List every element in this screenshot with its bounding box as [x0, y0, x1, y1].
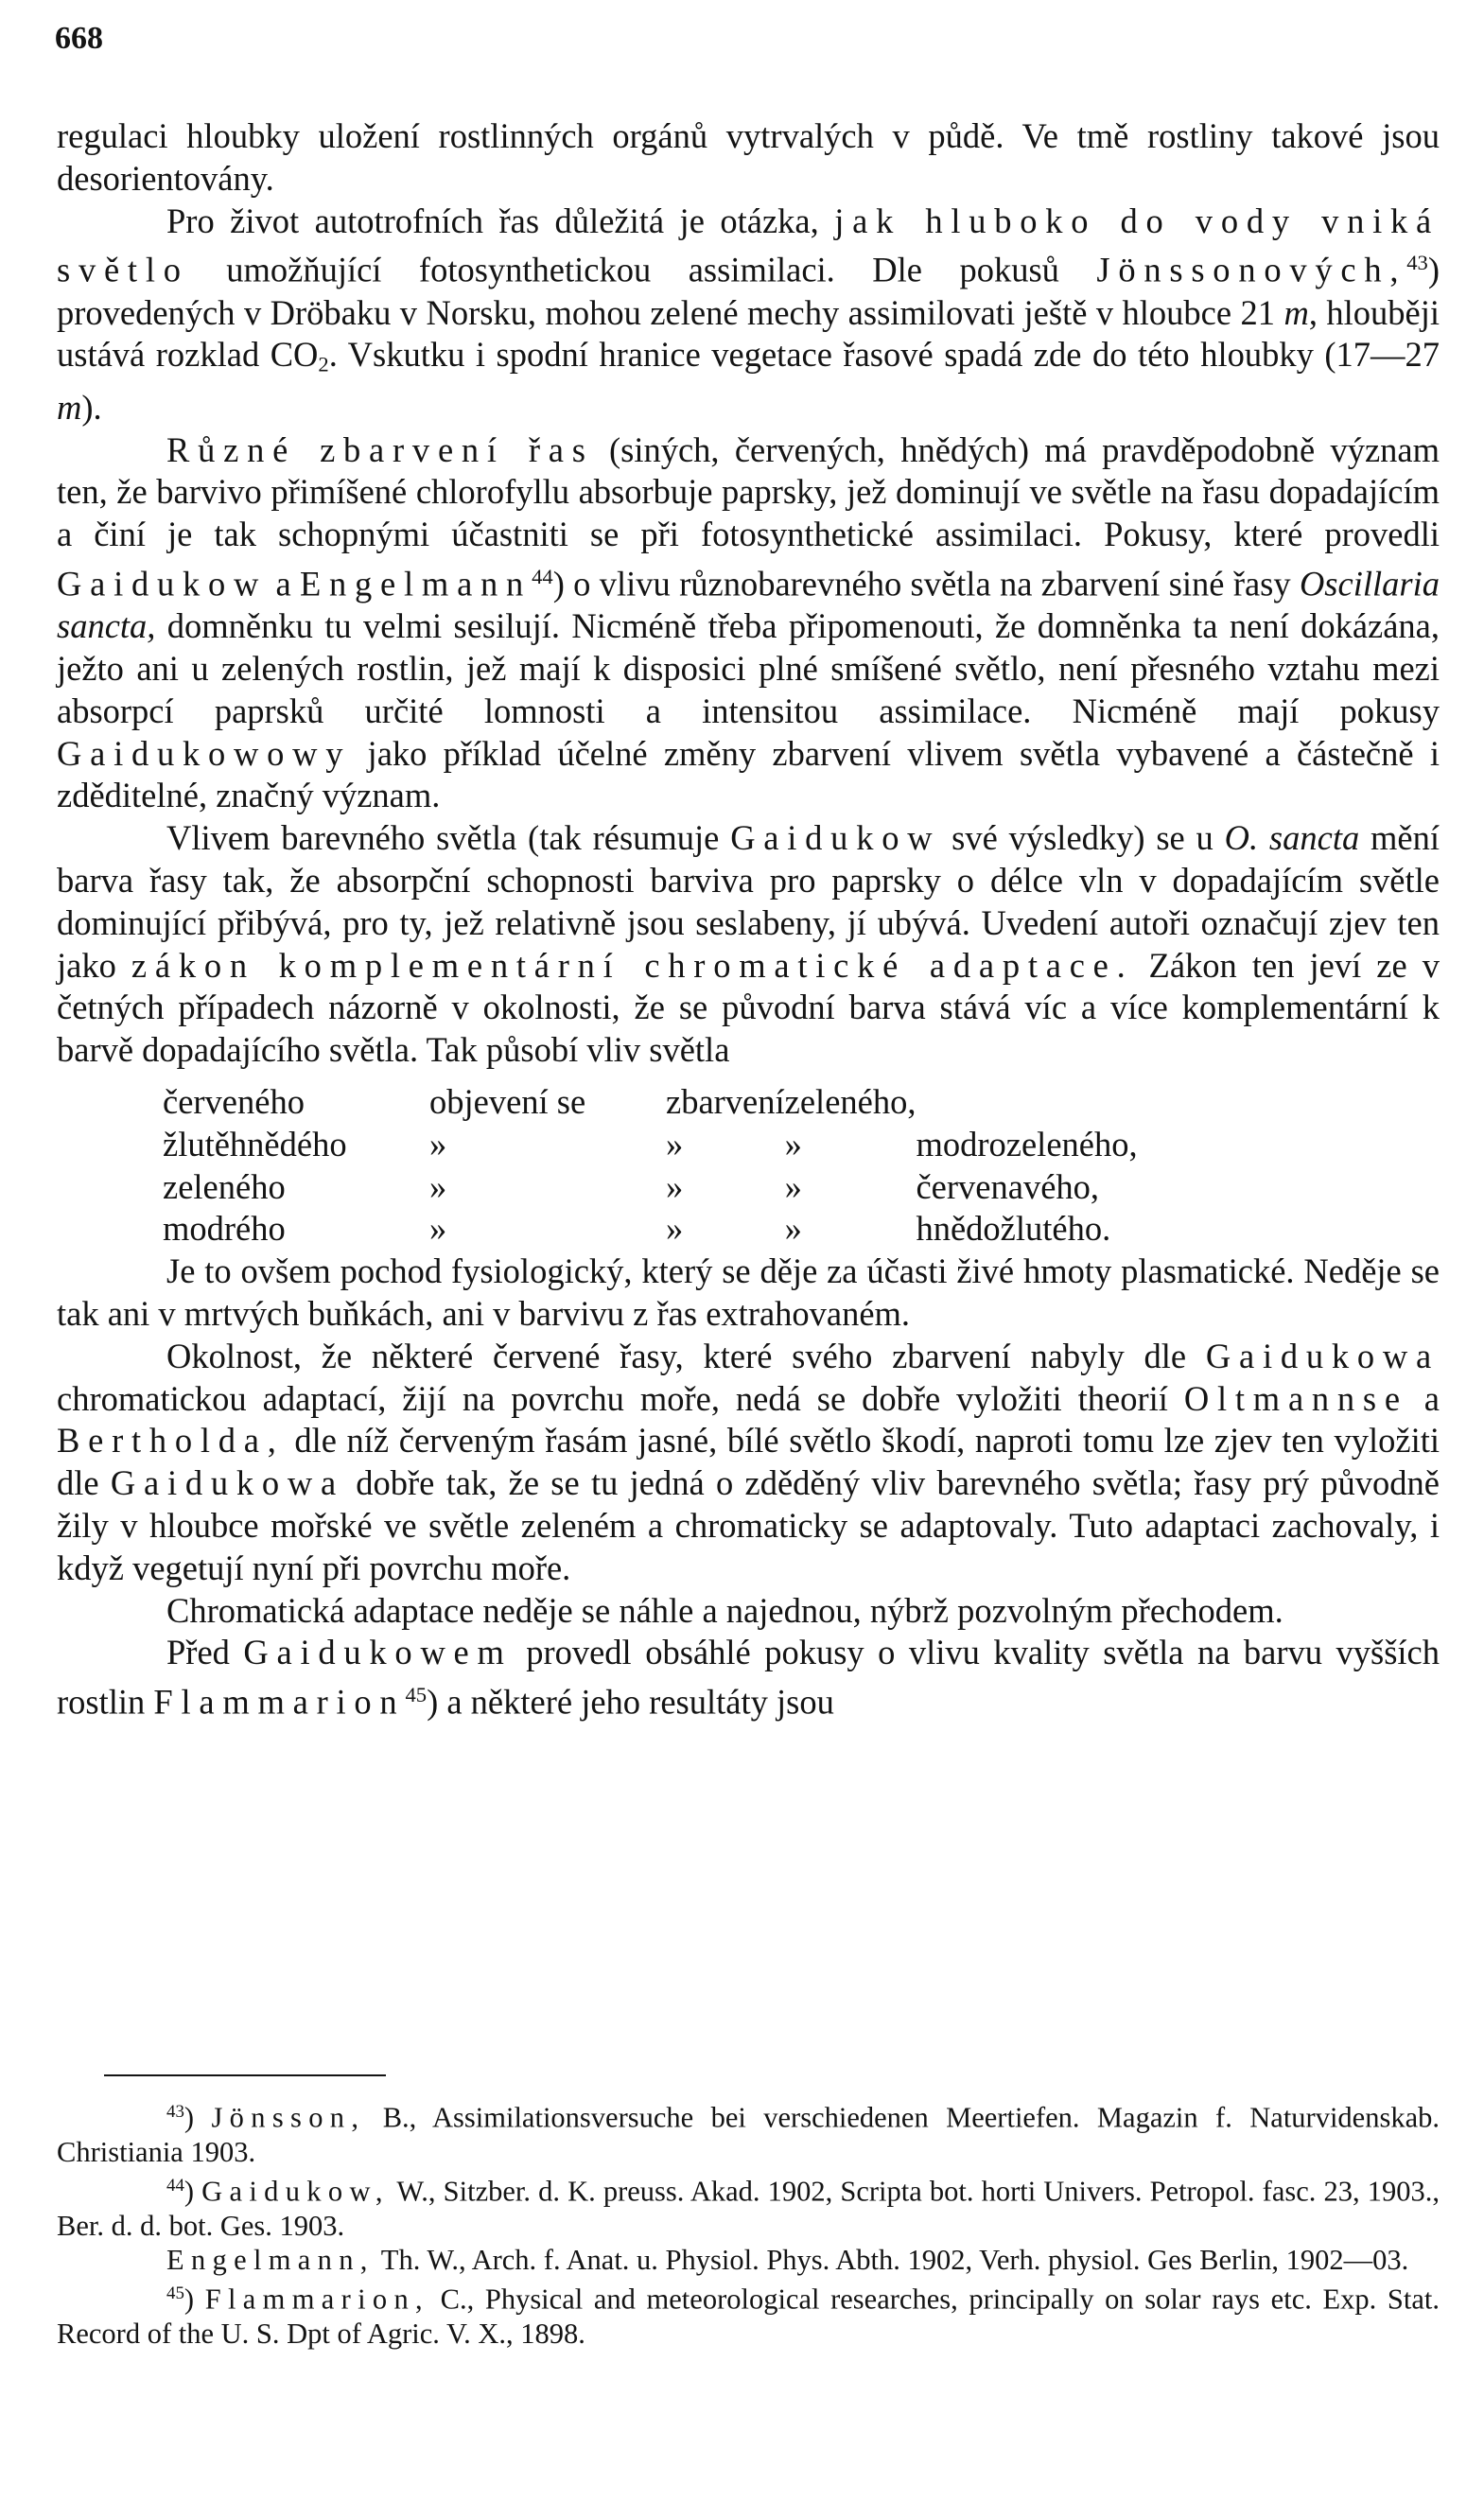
- table-cell: »: [784, 1209, 802, 1249]
- text-run: (siných, červených, hnědých) má pravděpodobně význam ten, že barvivo přimíšené chlorofyllu absorbuje paprsky, jež dominují ve světle na řasu dopadajícím a činí je tak schopnými účastniti se při fotosynthetické assimilaci. Pokusy, které provedli: [57, 429, 1440, 554]
- paragraph: [57, 1632, 1440, 1723]
- text-run: W., Sitzber. d. K. preuss. Akad. 1902, Scripta bot. horti Univers. Petropol. fasc. 23, 1903., Ber. d. d. bot. Ges. 1903.: [57, 2175, 1440, 2242]
- table-cell: »: [666, 1124, 684, 1164]
- text-run: Je to ovšem pochod fysiologický, který se děje za účasti živé hmoty plasmatické. Neděje se tak ani v mrtvých buňkách, ani v barvivu z řas extrahovaném.: [57, 1251, 1440, 1334]
- italic-term: Oscillaria sancta,: [57, 564, 1440, 646]
- italic-term: O. sancta: [1224, 818, 1360, 858]
- table-cell: zeleného,: [784, 1082, 917, 1122]
- spaced-name: Gaidukow: [57, 564, 268, 604]
- text-run: jako příklad účelné změny zbarvení vlivem světla vybavené a částečně i zděditelné, značný význam.: [57, 733, 1440, 815]
- footnote: [57, 2095, 1440, 2169]
- text-run: Před: [166, 1633, 244, 1672]
- footnote: [57, 2277, 1440, 2351]
- text-run: umožňující fotosynthetickou assimilaci. Dle pokusů: [188, 250, 1097, 289]
- footnote-ref: 43: [1406, 251, 1428, 275]
- spaced-name: Oltmannse: [1183, 1378, 1408, 1418]
- footnote-ref: 45: [405, 1683, 428, 1707]
- text-run: ) provedených v Dröbaku v Norsku, mohou zelené mechy assimilovati ještě v hloubce 21: [57, 250, 1440, 332]
- spaced-name: Jönsson,: [211, 2101, 366, 2134]
- paragraph: [57, 1336, 1440, 1590]
- text-run: regulaci hloubky uložení rostlinných orgánů vytrvalých v půdě. Ve tmě rostliny takové jsou desorientovány.: [57, 116, 1440, 198]
- spaced-name: Flammarion,: [204, 2283, 429, 2316]
- text-run: ).: [81, 387, 102, 427]
- text-run: Chromatická adaptace neděje se náhle a najednou, nýbrž pozvolným přechodem.: [166, 1590, 1283, 1630]
- spaced-name: Gaidukowa: [1205, 1336, 1440, 1375]
- text-run: ) a některé jeho resultáty jsou: [427, 1682, 834, 1722]
- paragraph: [57, 201, 1440, 429]
- text-run: chromatickou adaptací, žijí na povrchu moře, nedá se dobře vyložiti theorií: [57, 1378, 1184, 1418]
- table-cell: hnědožlutého.: [916, 1209, 1111, 1249]
- table-row: [163, 1166, 1138, 1209]
- text-run: Vlivem barevného světla (tak résumuje: [166, 818, 731, 858]
- paragraphs-before-table: [57, 115, 1440, 1072]
- text-run: a: [267, 564, 300, 604]
- text-run: provedl obsáhlé pokusy o vlivu kvality světla na barvu vyšších rostlin: [57, 1633, 1440, 1722]
- table-row: [163, 1208, 1138, 1251]
- table-row: [163, 1081, 1138, 1124]
- table-cell: »: [784, 1166, 802, 1206]
- text-run: ) o vlivu různobarevného světla na zbarvení siné řasy: [552, 564, 1300, 604]
- spaced-name: jak hluboko do vody vniká světlo: [57, 201, 1440, 289]
- table-cell: zeleného: [163, 1166, 286, 1206]
- text-run: C., Physical and meteorological researches, principally on solar rays etc. Exp. Stat. Record of the U. S. Dpt of Agric. V. X., 1898.: [57, 2283, 1440, 2350]
- text-run: mění barva řasy tak, že absorpční schopnosti barviva pro paprsky o délce vln v dopadajícím světle dominující přibývá, pro ty, jež relativně jsou seslabeny, jí ubývá. Uvedení autoři označují zjev ten jako: [57, 818, 1440, 985]
- footnote-ref: 44: [532, 565, 553, 589]
- table-cell: »: [666, 1209, 684, 1249]
- table-cell: červenavého,: [916, 1166, 1100, 1206]
- table-cell: červeného: [163, 1082, 305, 1122]
- spaced-name: Flammarion: [153, 1682, 406, 1722]
- paragraph: [57, 817, 1440, 1072]
- text-run: ): [183, 2283, 205, 2316]
- footnote-separator: [104, 2074, 386, 2076]
- table-cell: modrého: [163, 1209, 286, 1249]
- page-number: 668: [55, 21, 103, 56]
- table-cell: žlutěhnědého: [163, 1124, 347, 1164]
- spaced-name: Různé zbarvení řas: [166, 429, 594, 469]
- spaced-name: Engelmann,: [166, 2243, 375, 2276]
- table-cell: »: [429, 1124, 447, 1164]
- table-cell: »: [784, 1124, 802, 1164]
- text-run: B., Assimilationsversuche bei verschiedenen Meertiefen. Magazin f. Naturvidenskab. Christiania 1903.: [57, 2101, 1440, 2168]
- footnote-ref: 45: [166, 2283, 184, 2304]
- table-cell: objevení se: [429, 1082, 586, 1122]
- text-run: Th. W., Arch. f. Anat. u. Physiol. Phys. Abth. 1902, Verh. physiol. Ges Berlin, 1902—03.: [374, 2243, 1409, 2276]
- table-cell: »: [429, 1166, 447, 1206]
- main-text: [57, 115, 1440, 1723]
- spaced-name: Bertholda,: [57, 1421, 285, 1461]
- paragraph: [57, 429, 1440, 818]
- paragraph: [57, 115, 1440, 201]
- spaced-name: Engelmann: [299, 564, 532, 604]
- text-run: ): [183, 2175, 202, 2208]
- footnotes: [57, 2095, 1440, 2351]
- text-run: . Vskutku i spodní hranice vegetace řasové spadá zde do této hloubky (17—27: [328, 335, 1440, 375]
- text-run: své výsledky) se u: [940, 818, 1225, 858]
- text-run: , hlouběji ustává rozklad CO: [57, 292, 1440, 375]
- italic-term: m: [57, 387, 82, 427]
- text-run: dle níž červeným řasám jasné, bílé světlo škodí, naproti tomu lze zjev ten vyložiti dle: [57, 1421, 1440, 1503]
- table-cell: »: [666, 1166, 684, 1206]
- spaced-name: zákon komplementární chromatické adaptace.: [131, 945, 1134, 985]
- spaced-name: Gaidukowowy: [57, 733, 352, 773]
- table-cell: [916, 1081, 1137, 1124]
- table-cell: »: [429, 1209, 447, 1249]
- paragraph: [57, 1251, 1440, 1336]
- spaced-name: Gaidukowem: [243, 1633, 513, 1672]
- spaced-name: Gaidukowa: [110, 1463, 344, 1503]
- spaced-name: Gaidukow: [730, 818, 941, 858]
- footnote: [57, 2169, 1440, 2243]
- light-color-table: [163, 1081, 1138, 1251]
- spaced-name: Jönssonových,: [1096, 250, 1407, 289]
- text-run: ): [183, 2101, 212, 2134]
- table-cell: modrozeleného,: [916, 1124, 1138, 1164]
- text-run: Okolnost, že některé červené řasy, které svého zbarvení nabyly dle: [166, 1336, 1206, 1375]
- table-cell: zbarvení: [666, 1082, 785, 1122]
- text-run: a: [1407, 1378, 1440, 1418]
- text-run: Zákon ten jeví ze v četných případech názorně v okolnosti, že se původní barva stává víc a více komplementární k barvě dopadajícího světla. Tak působí vliv světla: [57, 945, 1440, 1070]
- text-run: dobře tak, že se tu jedná o zděděný vliv barevného světla; řasy prý původně žily v hloubce mořské ve světle zeleném a chromaticky se adaptovaly. Tuto adaptaci zachovaly, i když vegetují nyní při povrchu moře.: [57, 1463, 1440, 1587]
- subscript: 2: [318, 353, 329, 377]
- italic-term: m: [1283, 292, 1309, 332]
- paragraph: [57, 1590, 1440, 1633]
- paragraphs-after-table: [57, 1251, 1440, 1723]
- footnote: [57, 2243, 1440, 2277]
- footnote-ref: 43: [166, 2102, 184, 2122]
- spaced-name: Gaidukow,: [201, 2175, 390, 2208]
- footnote-ref: 44: [166, 2175, 184, 2196]
- text-run: domněnku tu velmi sesilují. Nicméně třeba připomenouti, že domněnka ta není dokázána, ježto ani u zelených rostlin, jež mají k disposici plné smíšené světlo, není přesného vztahu mezi absorpcí paprsků určité lomnosti a intensitou assimilace. Nicméně mají pokusy: [57, 606, 1440, 730]
- table-row: [163, 1124, 1138, 1166]
- text-run: Pro život autotrofních řas důležitá je otázka,: [166, 201, 835, 240]
